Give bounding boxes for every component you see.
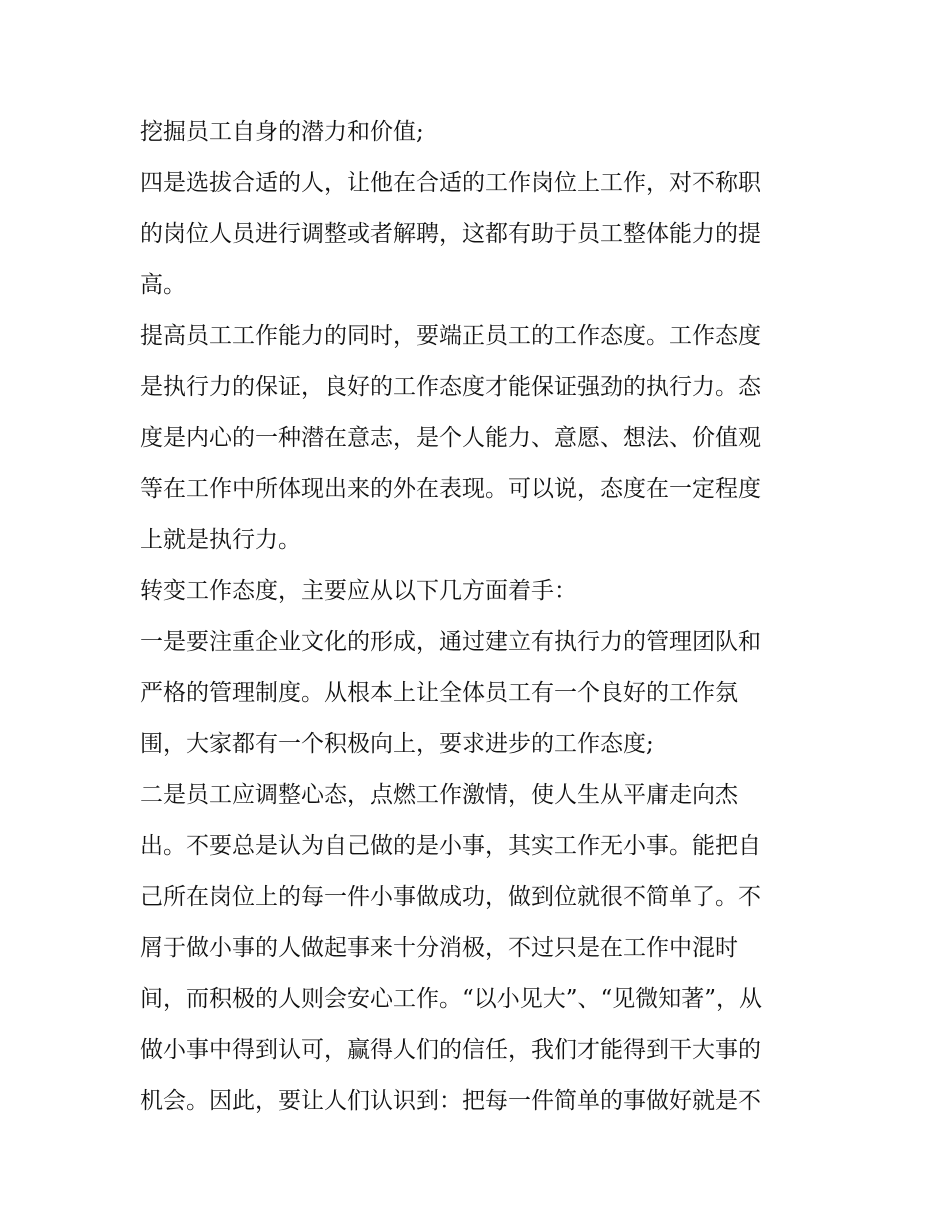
text-line: 等在工作中所体现出来的外在表现。可以说，态度在一定程度 [140,476,761,502]
text-line: 高。 [140,272,186,298]
text-line: 屑于做小事的人做起事来十分消极，不过只是在工作中混时 [140,935,738,961]
text-line: 机会。因此，要让人们认识到：把每一件简单的事做好就是不 [140,1088,761,1114]
text-line: 度是内心的一种潜在意志，是个人能力、意愿、想法、价值观 [140,425,761,451]
text-line: 间，而积极的人则会安心工作。“以小见大”、“见微知著”，从 [140,986,763,1012]
text-line: 四是选拔合适的人，让他在合适的工作岗位上工作，对不称职 [140,170,761,196]
text-line: 的岗位人员进行调整或者解聘，这都有助于员工整体能力的提 [140,221,761,247]
text-line: 挖掘员工自身的潜力和价值; [140,119,424,145]
text-line: 做小事中得到认可，赢得人们的信任，我们才能得到干大事的 [140,1037,761,1063]
text-line: 二是员工应调整心态，点燃工作激情，使人生从平庸走向杰 [140,782,738,808]
text-line: 出。不要总是认为自己做的是小事，其实工作无小事。能把自 [140,833,761,859]
text-line: 是执行力的保证，良好的工作态度才能保证强劲的执行力。态 [140,374,761,400]
text-line: 己所在岗位上的每一件小事做成功，做到位就很不简单了。不 [140,884,761,910]
text-line: 提高员工工作能力的同时，要端正员工的工作态度。工作态度 [140,323,761,349]
text-line: 围，大家都有一个积极向上，要求进步的工作态度; [140,731,654,757]
text-line: 一是要注重企业文化的形成，通过建立有执行力的管理团队和 [140,629,761,655]
text-line: 上就是执行力。 [140,527,301,553]
text-line: 严格的管理制度。从根本上让全体员工有一个良好的工作氛 [140,680,738,706]
body-text [140,107,820,1127]
text-line: 转变工作态度，主要应从以下几方面着手： [140,578,577,604]
